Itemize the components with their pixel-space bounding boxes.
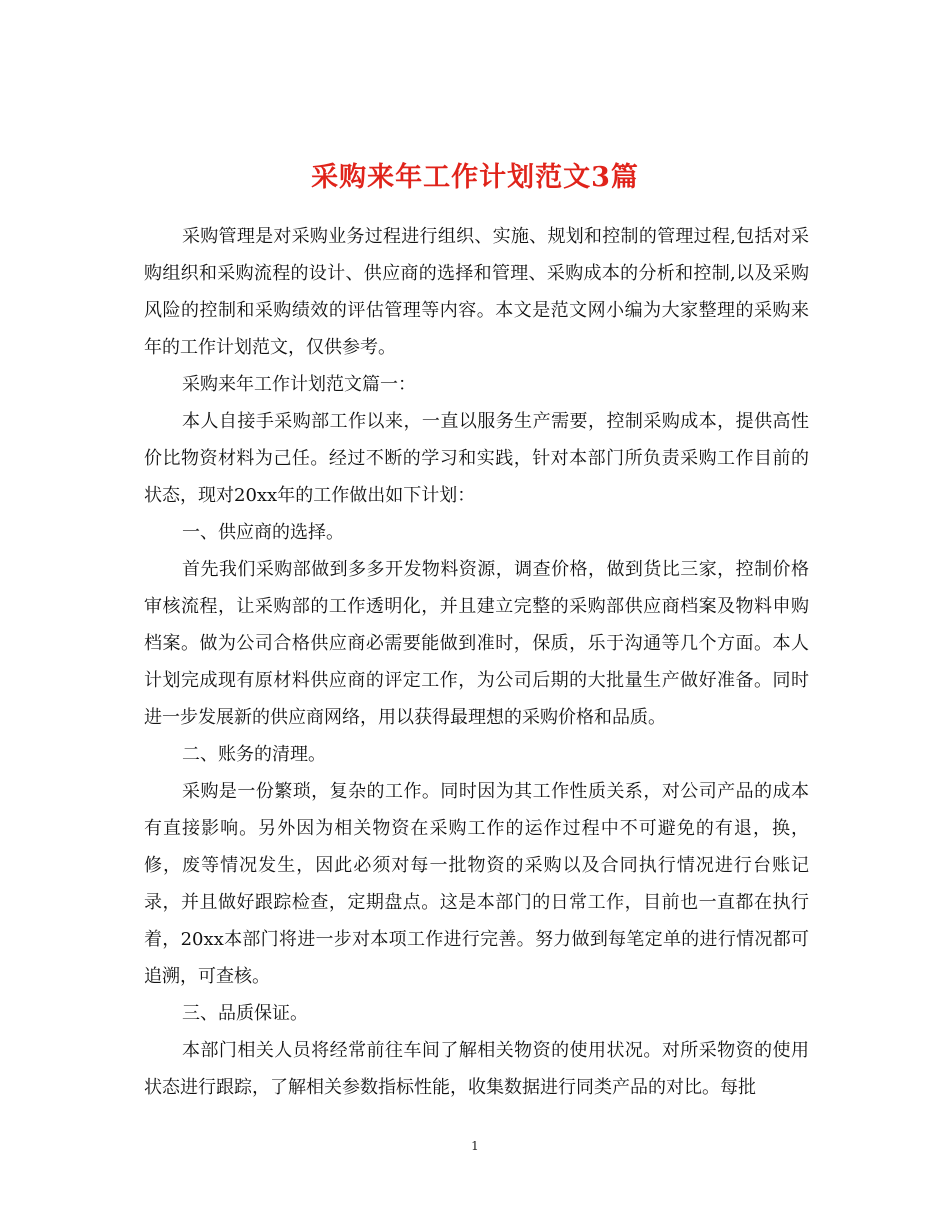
heading-supplier-selection: 一、供应商的选择。 — [182, 522, 344, 543]
quality-assurance-paragraph: 本部门相关人员将经常前往车间了解相关物资的使用状况。对所采物资的使用状态进行跟踪，了解相关参数指标性能，收集数据进行同类产品的对比。每批 — [144, 1040, 809, 1098]
account-cleanup-paragraph: 采购是一份繁琐，复杂的工作。同时因为其工作性质关系，对公司产品的成本有直接影响。另外因为相关物资在采购工作的运作过程中不可避免的有退，换，修，废等情况发生，因此必须对每一批物资的采购以及合同执行情况进行台账记录，并且做好跟踪检查，定期盘点。这是本部门的日常工作，目前也一直都在执行着，20xx本部门将进一步对本项工作进行完善。努力做到每笔定单的进行情况都可追溯，可查核。 — [144, 781, 809, 987]
intro-paragraph: 采购管理是对采购业务过程进行组织、实施、规划和控制的管理过程,包括对采购组织和采购流程的设计、供应商的选择和管理、采购成本的分析和控制,以及采购风险的控制和采购绩效的评估管理等内容。本文是范文网小编为大家整理的采购来年的工作计划范文，仅供参考。 — [144, 226, 809, 358]
document-title: 采购来年工作计划范文3篇 — [311, 162, 639, 194]
opening-paragraph: 本人自接手采购部工作以来，一直以服务生产需要，控制采购成本，提供高性价比物资材料为己任。经过不断的学习和实践，针对本部门所负责采购工作目前的状态，现对20xx年的工作做出如下计划： — [144, 411, 809, 506]
supplier-selection-paragraph: 首先我们采购部做到多多开发物料资源，调查价格，做到货比三家，控制价格审核流程，让采购部的工作透明化，并且建立完整的采购部供应商档案及物料申购档案。做为公司合格供应商必需要能做到准时，保质，乐于沟通等几个方面。本人计划完成现有原材料供应商的评定工作，为公司后期的大批量生产做好准备。同时进一步发展新的供应商网络，用以获得最理想的采购价格和品质。 — [144, 559, 809, 728]
heading-quality-assurance: 三、品质保证。 — [182, 1003, 308, 1024]
heading-account-cleanup: 二、账务的清理。 — [182, 744, 326, 765]
section-heading-part-one: 采购来年工作计划范文篇一： — [182, 374, 416, 395]
document-body — [144, 218, 809, 1106]
page-number: 1 — [471, 1139, 479, 1153]
